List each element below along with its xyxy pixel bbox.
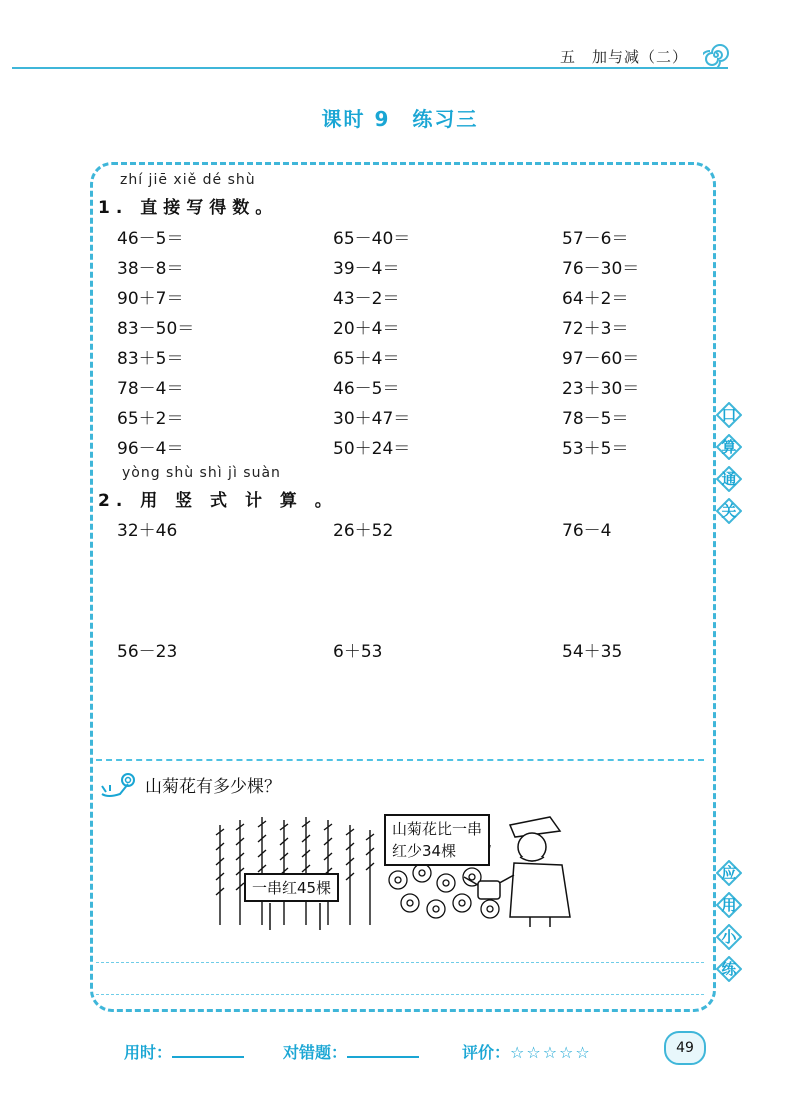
side-tab-label: 小 — [721, 928, 737, 946]
speech-bubble — [384, 814, 490, 866]
snail-icon — [98, 768, 138, 800]
vertical-calc-item: 6＋53 — [333, 642, 383, 662]
section2-pinyin: yòng shù shì jì suàn — [122, 465, 281, 481]
side-tab-label: 用 — [721, 896, 737, 914]
calc-item: 39－4＝ — [333, 259, 400, 279]
vertical-calc-item: 76－4 — [562, 521, 612, 541]
side-tab-label: 通 — [721, 470, 737, 488]
calc-item: 50＋24＝ — [333, 439, 411, 459]
side-tab-label: 应 — [721, 864, 737, 882]
side-tab-diamond — [716, 892, 742, 918]
side-tab-diamond — [716, 434, 742, 460]
time-field — [124, 1040, 244, 1063]
errors-label: 对错题： — [283, 1043, 348, 1062]
sign-board: 一串红45棵 — [244, 873, 339, 902]
rating-stars[interactable]: ☆☆☆☆☆ — [510, 1043, 592, 1062]
calc-column-2 — [333, 224, 410, 464]
calc-item: 72＋3＝ — [562, 319, 629, 339]
time-label: 用时： — [124, 1043, 173, 1062]
calc-item: 20＋4＝ — [333, 319, 400, 339]
problem-question: 山菊花有多少棵？ — [145, 777, 281, 797]
calc-item: 64＋2＝ — [562, 289, 629, 309]
page-number: 49 — [664, 1031, 706, 1065]
section1-heading: 1. 直接写得数。 — [98, 198, 279, 218]
calc-item: 46－5＝ — [333, 379, 400, 399]
section-divider — [96, 759, 704, 761]
side-tab-label: 口 — [721, 406, 737, 424]
calc-item: 90＋7＝ — [117, 289, 184, 309]
calc-column-3 — [562, 224, 639, 464]
side-tab-diamond — [716, 860, 742, 886]
chapter-title: 五 加与减（二） — [560, 48, 689, 66]
rating-label: 评价： — [462, 1043, 511, 1062]
calc-item: 46－5＝ — [117, 229, 184, 249]
calc-item: 97－60＝ — [562, 349, 640, 369]
side-tab-label: 算 — [721, 438, 737, 456]
lesson-title: 课时 9 练习三 — [321, 107, 479, 131]
spiral-icon — [703, 42, 729, 68]
calc-item: 38－8＝ — [117, 259, 184, 279]
side-tab-diamond — [716, 924, 742, 950]
calc-item: 30＋47＝ — [333, 409, 411, 429]
calc-item: 57－6＝ — [562, 229, 629, 249]
calc-item: 96－4＝ — [117, 439, 184, 459]
side-tab-diamond — [716, 402, 742, 428]
errors-blank[interactable] — [347, 1042, 419, 1058]
calc-item: 83＋5＝ — [117, 349, 184, 369]
vertical-calc-item: 32＋46 — [117, 521, 178, 541]
calc-item: 53＋5＝ — [562, 439, 629, 459]
vertical-calc-item: 26＋52 — [333, 521, 394, 541]
calc-item: 78－4＝ — [117, 379, 184, 399]
calc-item: 83－50＝ — [117, 319, 195, 339]
calc-item: 65＋2＝ — [117, 409, 184, 429]
section2-heading: 2. 用 竖 式 计 算 。 — [98, 491, 338, 511]
calc-item: 78－5＝ — [562, 409, 629, 429]
time-blank[interactable] — [172, 1042, 244, 1058]
vertical-calc-item: 54＋35 — [562, 642, 623, 662]
answer-line — [96, 994, 704, 995]
bubble-line: 山菊花比一串 — [392, 820, 483, 838]
answer-line — [96, 962, 704, 963]
section1-pinyin: zhí jiē xiě dé shù — [120, 172, 256, 188]
header-rule — [12, 67, 728, 69]
calc-item: 76－30＝ — [562, 259, 640, 279]
vertical-calc-item: 56－23 — [117, 642, 178, 662]
side-tab-diamond — [716, 956, 742, 982]
side-tab-label: 练 — [721, 960, 737, 978]
side-tab-diamond — [716, 498, 742, 524]
calc-column-1 — [117, 224, 194, 464]
calc-item: 65＋4＝ — [333, 349, 400, 369]
calc-item: 65－40＝ — [333, 229, 411, 249]
side-tab-label: 关 — [721, 502, 737, 520]
rating-field — [462, 1040, 592, 1063]
errors-field — [283, 1040, 419, 1063]
bubble-line: 红少34棵 — [392, 842, 457, 860]
calc-item: 23＋30＝ — [562, 379, 640, 399]
calc-item: 43－2＝ — [333, 289, 400, 309]
side-tab-diamond — [716, 466, 742, 492]
